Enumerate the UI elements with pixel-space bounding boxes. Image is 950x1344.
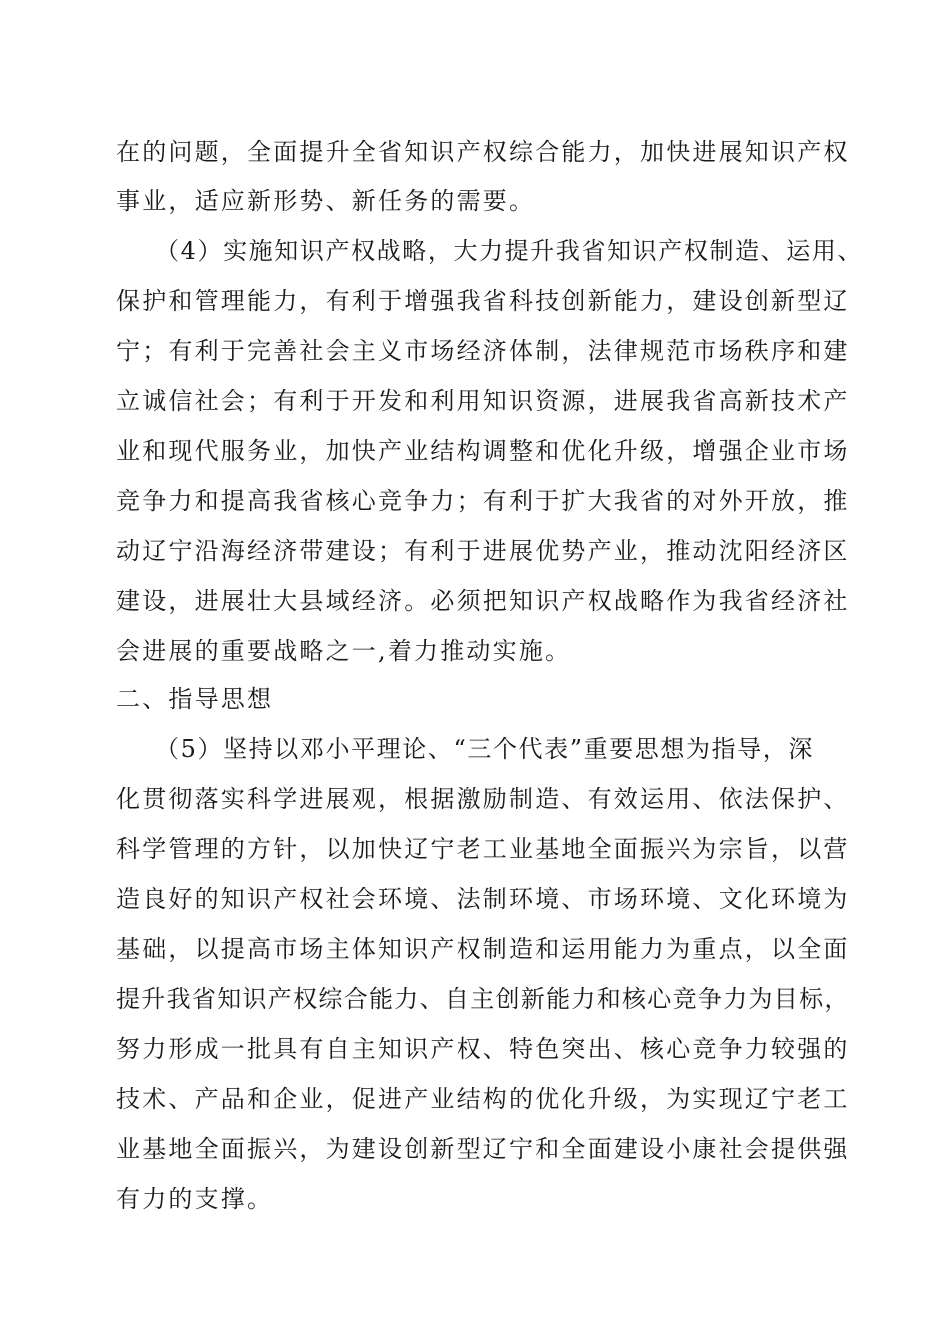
text-line: 建设，进展壮大县域经济。必须把知识产权战略作为我省经济社 <box>116 587 850 615</box>
text-line: 造良好的知识产权社会环境、法制环境、市场环境、文化环境为 <box>116 885 850 913</box>
section-heading: 二、指导思想 <box>116 685 274 713</box>
text-line: 竞争力和提高我省核心竞争力；有利于扩大我省的对外开放，推 <box>116 487 850 515</box>
paragraph-5-start: （5）坚持以邓小平理论、“三个代表”重要思想为指导，深 <box>155 735 815 763</box>
text-line: 保护和管理能力，有利于增强我省科技创新能力，建设创新型辽 <box>116 287 850 315</box>
text-line: 在的问题，全面提升全省知识产权综合能力，加快进展知识产权 <box>116 138 850 166</box>
text-line: 基础，以提高市场主体知识产权制造和运用能力为重点，以全面 <box>116 935 850 963</box>
text-line: 科学管理的方针，以加快辽宁老工业基地全面振兴为宗旨，以营 <box>116 835 850 863</box>
text-line: 技术、产品和企业，促进产业结构的优化升级，为实现辽宁老工 <box>116 1085 850 1113</box>
text-line: 业基地全面振兴，为建设创新型辽宁和全面建设小康社会提供强 <box>116 1135 850 1163</box>
text-line: 动辽宁沿海经济带建设；有利于进展优势产业，推动沈阳经济区 <box>116 537 850 565</box>
paragraph-4-start: （4）实施知识产权战略，大力提升我省知识产权制造、运用、 <box>155 237 864 265</box>
text-line: 有力的支撑。 <box>116 1185 274 1213</box>
text-line: 立诚信社会；有利于开发和利用知识资源，进展我省高新技术产 <box>116 387 850 415</box>
text-line: 化贯彻落实科学进展观，根据激励制造、有效运用、依法保护、 <box>116 785 850 813</box>
text-line: 努力形成一批具有自主知识产权、特色突出、核心竞争力较强的 <box>116 1035 850 1063</box>
text-line: 宁；有利于完善社会主义市场经济体制，法律规范市场秩序和建 <box>116 337 850 365</box>
text-line: 事业，适应新形势、新任务的需要。 <box>116 187 536 215</box>
text-line: 提升我省知识产权综合能力、自主创新能力和核心竞争力为目标， <box>116 985 850 1013</box>
text-line: 业和现代服务业，加快产业结构调整和优化升级，增强企业市场 <box>116 437 850 465</box>
text-line: 会进展的重要战略之一,着力推动实施。 <box>116 637 572 665</box>
